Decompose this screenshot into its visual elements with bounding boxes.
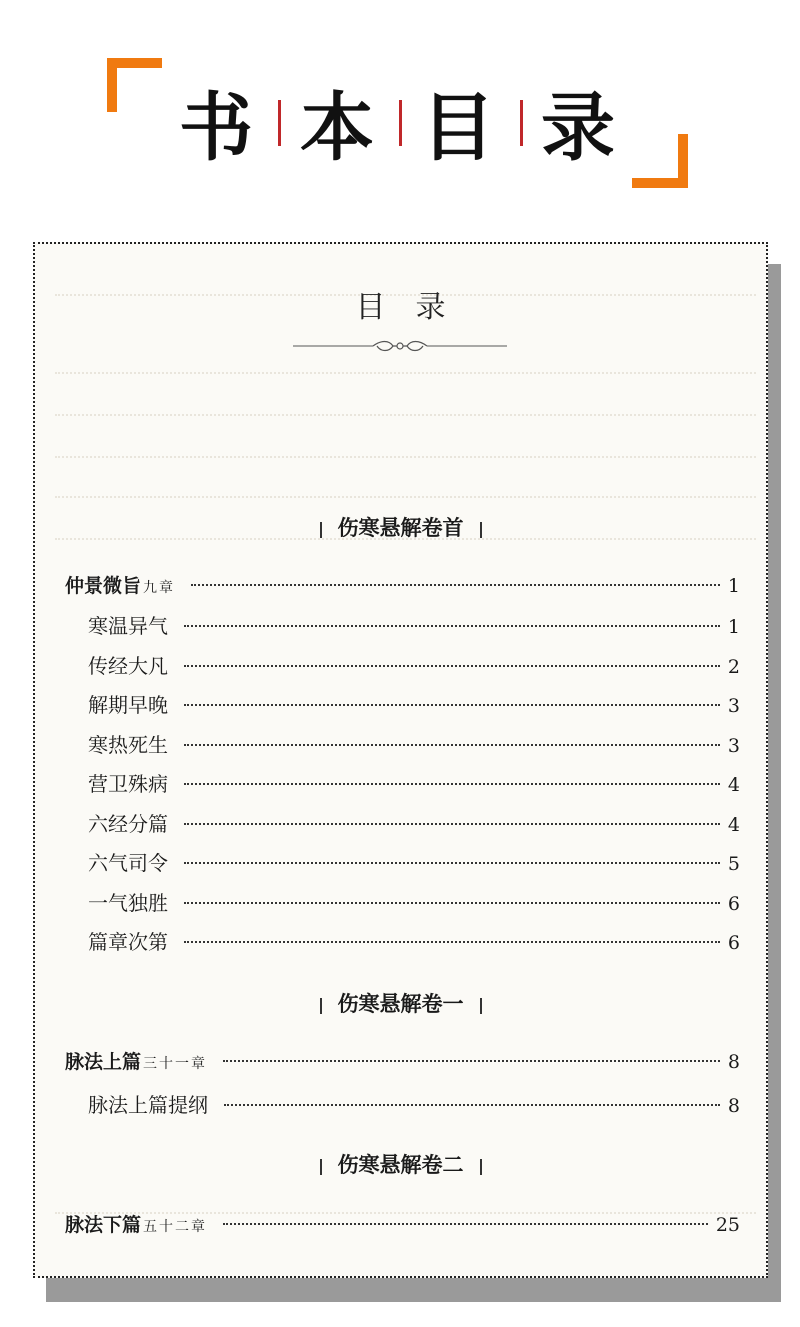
banner-char: 书 (179, 85, 253, 171)
entry-page: 1 (727, 616, 740, 638)
toc-entry[interactable] (88, 650, 740, 678)
toc-entry[interactable] (88, 610, 740, 638)
entry-title: 营卫殊病 (88, 772, 168, 796)
entry-page: 25 (715, 1214, 740, 1236)
banner-separator (278, 100, 281, 146)
entry-page: 4 (727, 774, 740, 796)
toc-entry[interactable] (65, 571, 740, 599)
entry-page: 8 (727, 1095, 740, 1117)
entry-title: 寒热死生 (88, 733, 168, 757)
entry-note: 三十一章 (143, 1056, 208, 1072)
entry-title: 脉法上篇提纲 (88, 1093, 208, 1117)
entry-page: 3 (727, 735, 740, 757)
volume-heading (35, 988, 766, 1018)
entry-title: 传经大凡 (88, 654, 168, 678)
ornament-divider-icon (293, 338, 507, 356)
bracket-top-left (107, 58, 117, 112)
toc-entry[interactable] (88, 729, 740, 757)
dot-leader (223, 1060, 720, 1062)
dot-leader (184, 902, 720, 904)
toc-entry[interactable] (88, 926, 740, 954)
banner-char: 本 (300, 85, 374, 171)
bracket-bottom-right (678, 134, 688, 188)
entry-title: 仲景微旨 (65, 575, 142, 597)
volume-title: 伤寒悬解卷一 (337, 991, 464, 1016)
dot-leader (184, 625, 720, 627)
entry-title: 解期早晚 (88, 693, 168, 717)
banner-char: 目 (421, 85, 495, 171)
volume-bar-right (480, 1159, 482, 1175)
dot-leader (184, 744, 720, 746)
volume-bar-left (320, 1159, 322, 1175)
toc-entry[interactable] (88, 847, 740, 875)
toc-entry[interactable] (88, 1089, 740, 1117)
volume-title: 伤寒悬解卷首 (337, 515, 464, 540)
entry-page: 4 (727, 814, 740, 836)
entry-title: 篇章次第 (88, 930, 168, 954)
entry-title: 寒温异气 (88, 614, 168, 638)
entry-title: 六气司令 (88, 851, 168, 875)
entry-title: 六经分篇 (88, 812, 168, 836)
toc-entry[interactable] (65, 1210, 740, 1238)
volume-bar-left (320, 998, 322, 1014)
toc-entry[interactable] (88, 887, 740, 915)
toc-heading: 目录 (355, 290, 476, 325)
toc-page (33, 242, 768, 1278)
volume-bar-left (320, 522, 322, 538)
entry-page: 1 (727, 575, 740, 597)
volume-bar-right (480, 998, 482, 1014)
entry-page: 2 (727, 656, 740, 678)
entry-title: 一气独胜 (88, 891, 168, 915)
entry-page: 6 (727, 932, 740, 954)
volume-title: 伤寒悬解卷二 (337, 1152, 464, 1177)
banner-char: 录 (541, 85, 615, 171)
entry-page: 8 (727, 1051, 740, 1073)
bleed-through-line (55, 456, 756, 458)
entry-page: 5 (727, 853, 740, 875)
volume-heading (35, 512, 766, 542)
dot-leader (184, 783, 720, 785)
bleed-through-line (55, 496, 756, 498)
volume-bar-right (480, 522, 482, 538)
dot-leader (224, 1104, 720, 1106)
banner-title (175, 86, 635, 170)
dot-leader (184, 823, 720, 825)
dot-leader (191, 584, 720, 586)
entry-note: 五十二章 (143, 1219, 208, 1235)
entry-note: 九章 (143, 580, 176, 596)
entry-page: 3 (727, 695, 740, 717)
dot-leader (184, 941, 720, 943)
toc-entry[interactable] (65, 1047, 740, 1075)
toc-entry[interactable] (88, 768, 740, 796)
banner-separator (520, 100, 523, 146)
dot-leader (223, 1223, 708, 1225)
volume-heading (35, 1149, 766, 1179)
entry-title: 脉法下篇 (65, 1214, 142, 1236)
bleed-through-line (55, 372, 756, 374)
dot-leader (184, 704, 720, 706)
entry-title: 脉法上篇 (65, 1051, 142, 1073)
dot-leader (184, 862, 720, 864)
toc-entry[interactable] (88, 689, 740, 717)
entry-page: 6 (727, 893, 740, 915)
dot-leader (184, 665, 720, 667)
banner-separator (399, 100, 402, 146)
bleed-through-line (55, 414, 756, 416)
toc-entry[interactable] (88, 808, 740, 836)
